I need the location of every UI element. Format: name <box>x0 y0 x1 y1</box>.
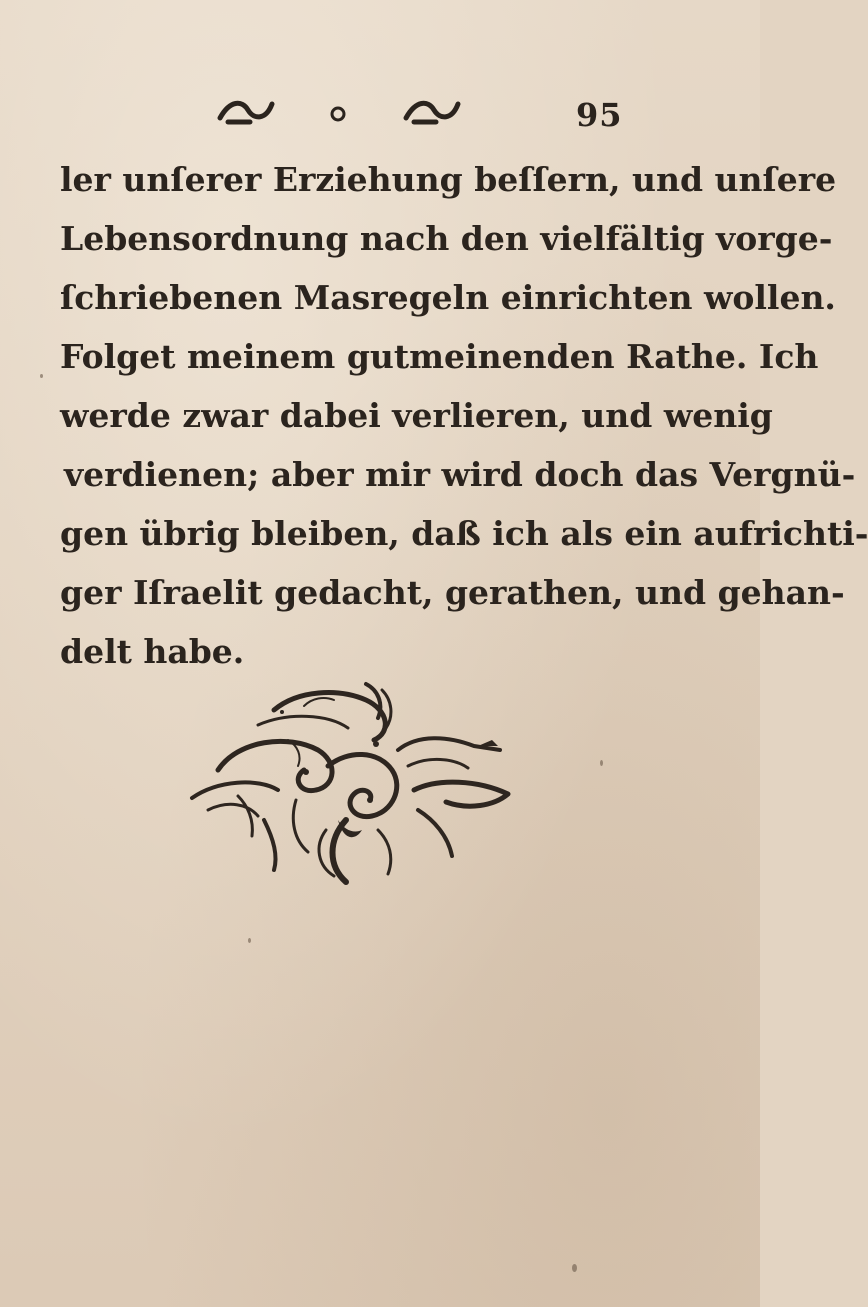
paper-speck <box>600 760 603 766</box>
text-line: gen übrig bleiben, daß ich als ein aufrichti- <box>60 514 868 553</box>
tailpiece-vignette-icon <box>178 670 518 890</box>
paper-speck <box>572 1264 577 1272</box>
text-line: werde zwar dabei verlieren, und wenig <box>60 396 773 435</box>
paper-speck <box>40 374 43 378</box>
text-line: ſchriebenen Masregeln einrichten wollen. <box>60 278 836 317</box>
page-number: 95 <box>576 96 623 134</box>
text-line: ler unſerer Erziehung beſſern, und unſere <box>60 160 837 199</box>
text-line: delt habe. <box>60 632 245 671</box>
header-ornament-icon <box>210 92 470 132</box>
running-header <box>0 92 760 152</box>
text-line: verdienen; aber mir wird doch das Vergnü- <box>64 455 856 494</box>
text-line: ger Iſraelit gedacht, gerathen, und gehan- <box>60 573 845 612</box>
text-line: Folget meinem gutmeinenden Rathe. Ich <box>60 337 819 376</box>
body-text <box>60 150 868 681</box>
paper-speck <box>248 938 251 943</box>
text-line: Lebensordnung nach den vielfältig vorge- <box>60 219 833 258</box>
